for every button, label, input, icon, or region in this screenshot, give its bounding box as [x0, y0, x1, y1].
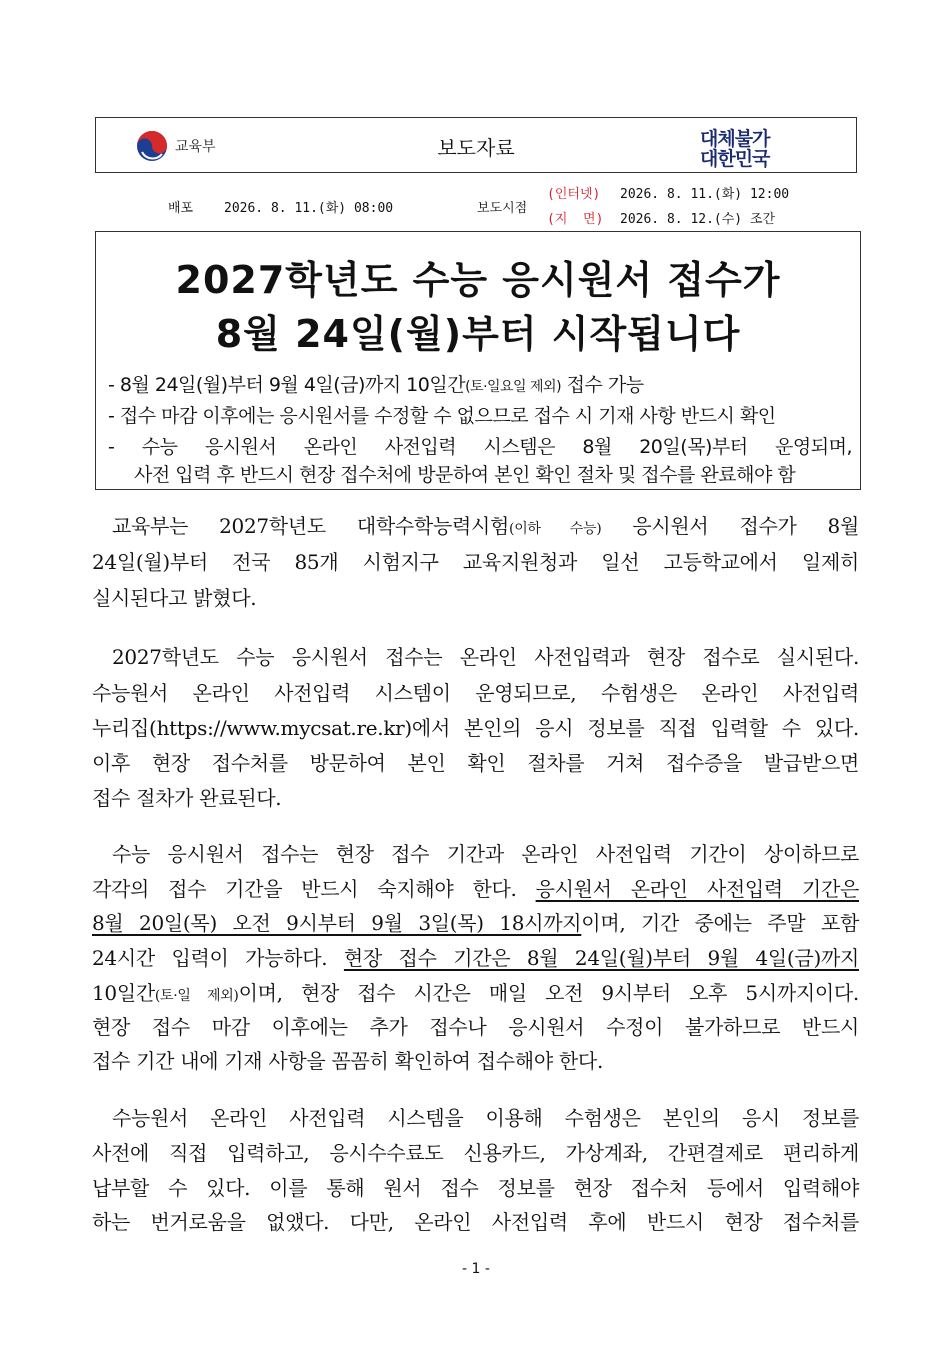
text-span: 교육부는 2027학년도 대학수학능력시험	[112, 514, 510, 538]
text-span: 이며, 기간 중에는 주말 포함	[581, 911, 859, 935]
paragraph-3-line-7: 접수 기간 내에 기재 사항을 꼼꼼히 확인하여 접수해야 한다.	[92, 1049, 603, 1073]
underlined-text: 현장 접수 기간은 8월 24일(월)부터 9월 4일(금)까지	[343, 946, 859, 970]
paragraph-3-line-2	[92, 875, 859, 903]
distribution-label: 배포	[168, 201, 194, 216]
paragraph-2-line-5: 접수 절차가 완료된다.	[92, 786, 282, 810]
page-number: - 1 -	[462, 1261, 490, 1277]
ministry-name: 교육부	[175, 139, 216, 155]
text-span: 응시원서 접수가 8월	[601, 514, 859, 538]
print-label: (지 면)	[547, 212, 604, 227]
summary-bullet-2: - 접수 마감 이후에는 응시원서를 수정할 수 없으므로 접수 시 기재 사항 반드시 확인	[108, 405, 776, 427]
text-span: 이며, 현장 접수 시간은 매일 오전 9시부터 오후 5시까지이다.	[238, 981, 859, 1005]
paragraph-1-line-1	[112, 512, 859, 543]
text-span: 각각의 접수 기간을 반드시 숙지해야 한다.	[92, 877, 536, 901]
headline-line1: 2027학년도 수능 응시원서 접수가	[175, 258, 781, 302]
paragraph-4-line-1: 수능원서 온라인 사전입력 시스템을 이용해 수험생은 본인의 응시 정보를	[112, 1106, 859, 1130]
text-note: (토·일 제외)	[154, 988, 239, 1004]
summary-bullet-1	[108, 370, 852, 397]
paragraph-3-line-6: 현장 접수 마감 이후에는 추가 접수나 응시원서 수정이 불가하므로 반드시	[92, 1015, 859, 1039]
paragraph-4-line-2: 사전에 직접 입력하고, 응시수수료도 신용카드, 가상계좌, 간편결제로 편리하게	[92, 1141, 859, 1165]
paragraph-1-line-3: 실시된다고 밝혔다.	[92, 586, 257, 610]
bullet-1-note: (토·일요일 제외)	[465, 379, 562, 395]
paragraph-2-line-3: 누리집(https://www.mycsat.re.kr)에서 본인의 응시 정보를 직접 입력할 수 있다.	[92, 716, 859, 740]
paragraph-3-line-5	[92, 979, 859, 1010]
summary-bullet-3-line2: 사전 입력 후 반드시 현장 접수처에 방문하여 본인 확인 절차 및 접수를 완료해야 함	[134, 464, 796, 486]
paragraph-4-line-3: 납부할 수 있다. 이를 통해 원서 접수 정보를 현장 접수처 등에서 입력해야	[92, 1176, 859, 1200]
paragraph-3-line-1: 수능 응시원서 접수는 현장 접수 기간과 온라인 사전입력 기간이 상이하므로	[112, 842, 859, 866]
internet-date: 2026. 8. 11.(화) 12:00	[620, 187, 790, 202]
text-note: (이하 수능)	[509, 521, 602, 537]
text-span: 10일간	[92, 981, 155, 1005]
paragraph-2-line-4: 이후 현장 접수처를 방문하여 본인 확인 절차를 거쳐 접수증을 발급받으면	[92, 751, 859, 775]
text-span: 24시간 입력이 가능하다.	[92, 946, 344, 970]
slogan-line1: 대체불가	[700, 128, 770, 150]
embargo-label: 보도시점	[477, 201, 528, 216]
paragraph-1-line-2: 24일(월)부터 전국 85개 시험지구 교육지원청과 일선 고등학교에서 일제히	[92, 550, 859, 574]
paragraph-2-line-2: 수능원서 온라인 사전입력 시스템이 운영되므로, 수험생은 온라인 사전입력	[92, 681, 859, 705]
distribution-date: 2026. 8. 11.(화) 08:00	[224, 201, 394, 216]
underlined-text: 응시원서 온라인 사전입력 기간은	[535, 877, 859, 901]
doc-type-title: 보도자료	[437, 136, 515, 160]
header-box	[95, 117, 857, 173]
bullet-1-end: 접수 가능	[561, 374, 644, 396]
paragraph-3-line-3	[92, 909, 859, 937]
bullet-1-text: - 8월 24일(월)부터 9월 4일(금)까지 10일간	[108, 374, 466, 396]
print-date: 2026. 8. 12.(수) 조간	[620, 212, 776, 227]
slogan-line2: 대한민국	[700, 148, 770, 170]
paragraph-3-line-4	[92, 944, 859, 972]
summary-bullet-3-line1: - 수능 응시원서 온라인 사전입력 시스템은 8월 20일(목)부터 운영되며,	[108, 436, 852, 458]
paragraph-4-line-4: 하는 번거로움을 없앴다. 다만, 온라인 사전입력 후에 반드시 현장 접수처를	[92, 1210, 859, 1234]
slogan-logo	[694, 124, 784, 168]
paragraph-2-line-1: 2027학년도 수능 응시원서 접수는 온라인 사전입력과 현장 접수로 실시된다.	[112, 645, 859, 669]
headline-box	[95, 231, 861, 490]
headline-line2: 8월 24일(월)부터 시작됩니다	[215, 312, 741, 356]
internet-label: (인터넷)	[547, 187, 601, 202]
underlined-text: 8월 20일(목) 오전 9시부터 9월 3일(목) 18시까지	[92, 911, 582, 935]
